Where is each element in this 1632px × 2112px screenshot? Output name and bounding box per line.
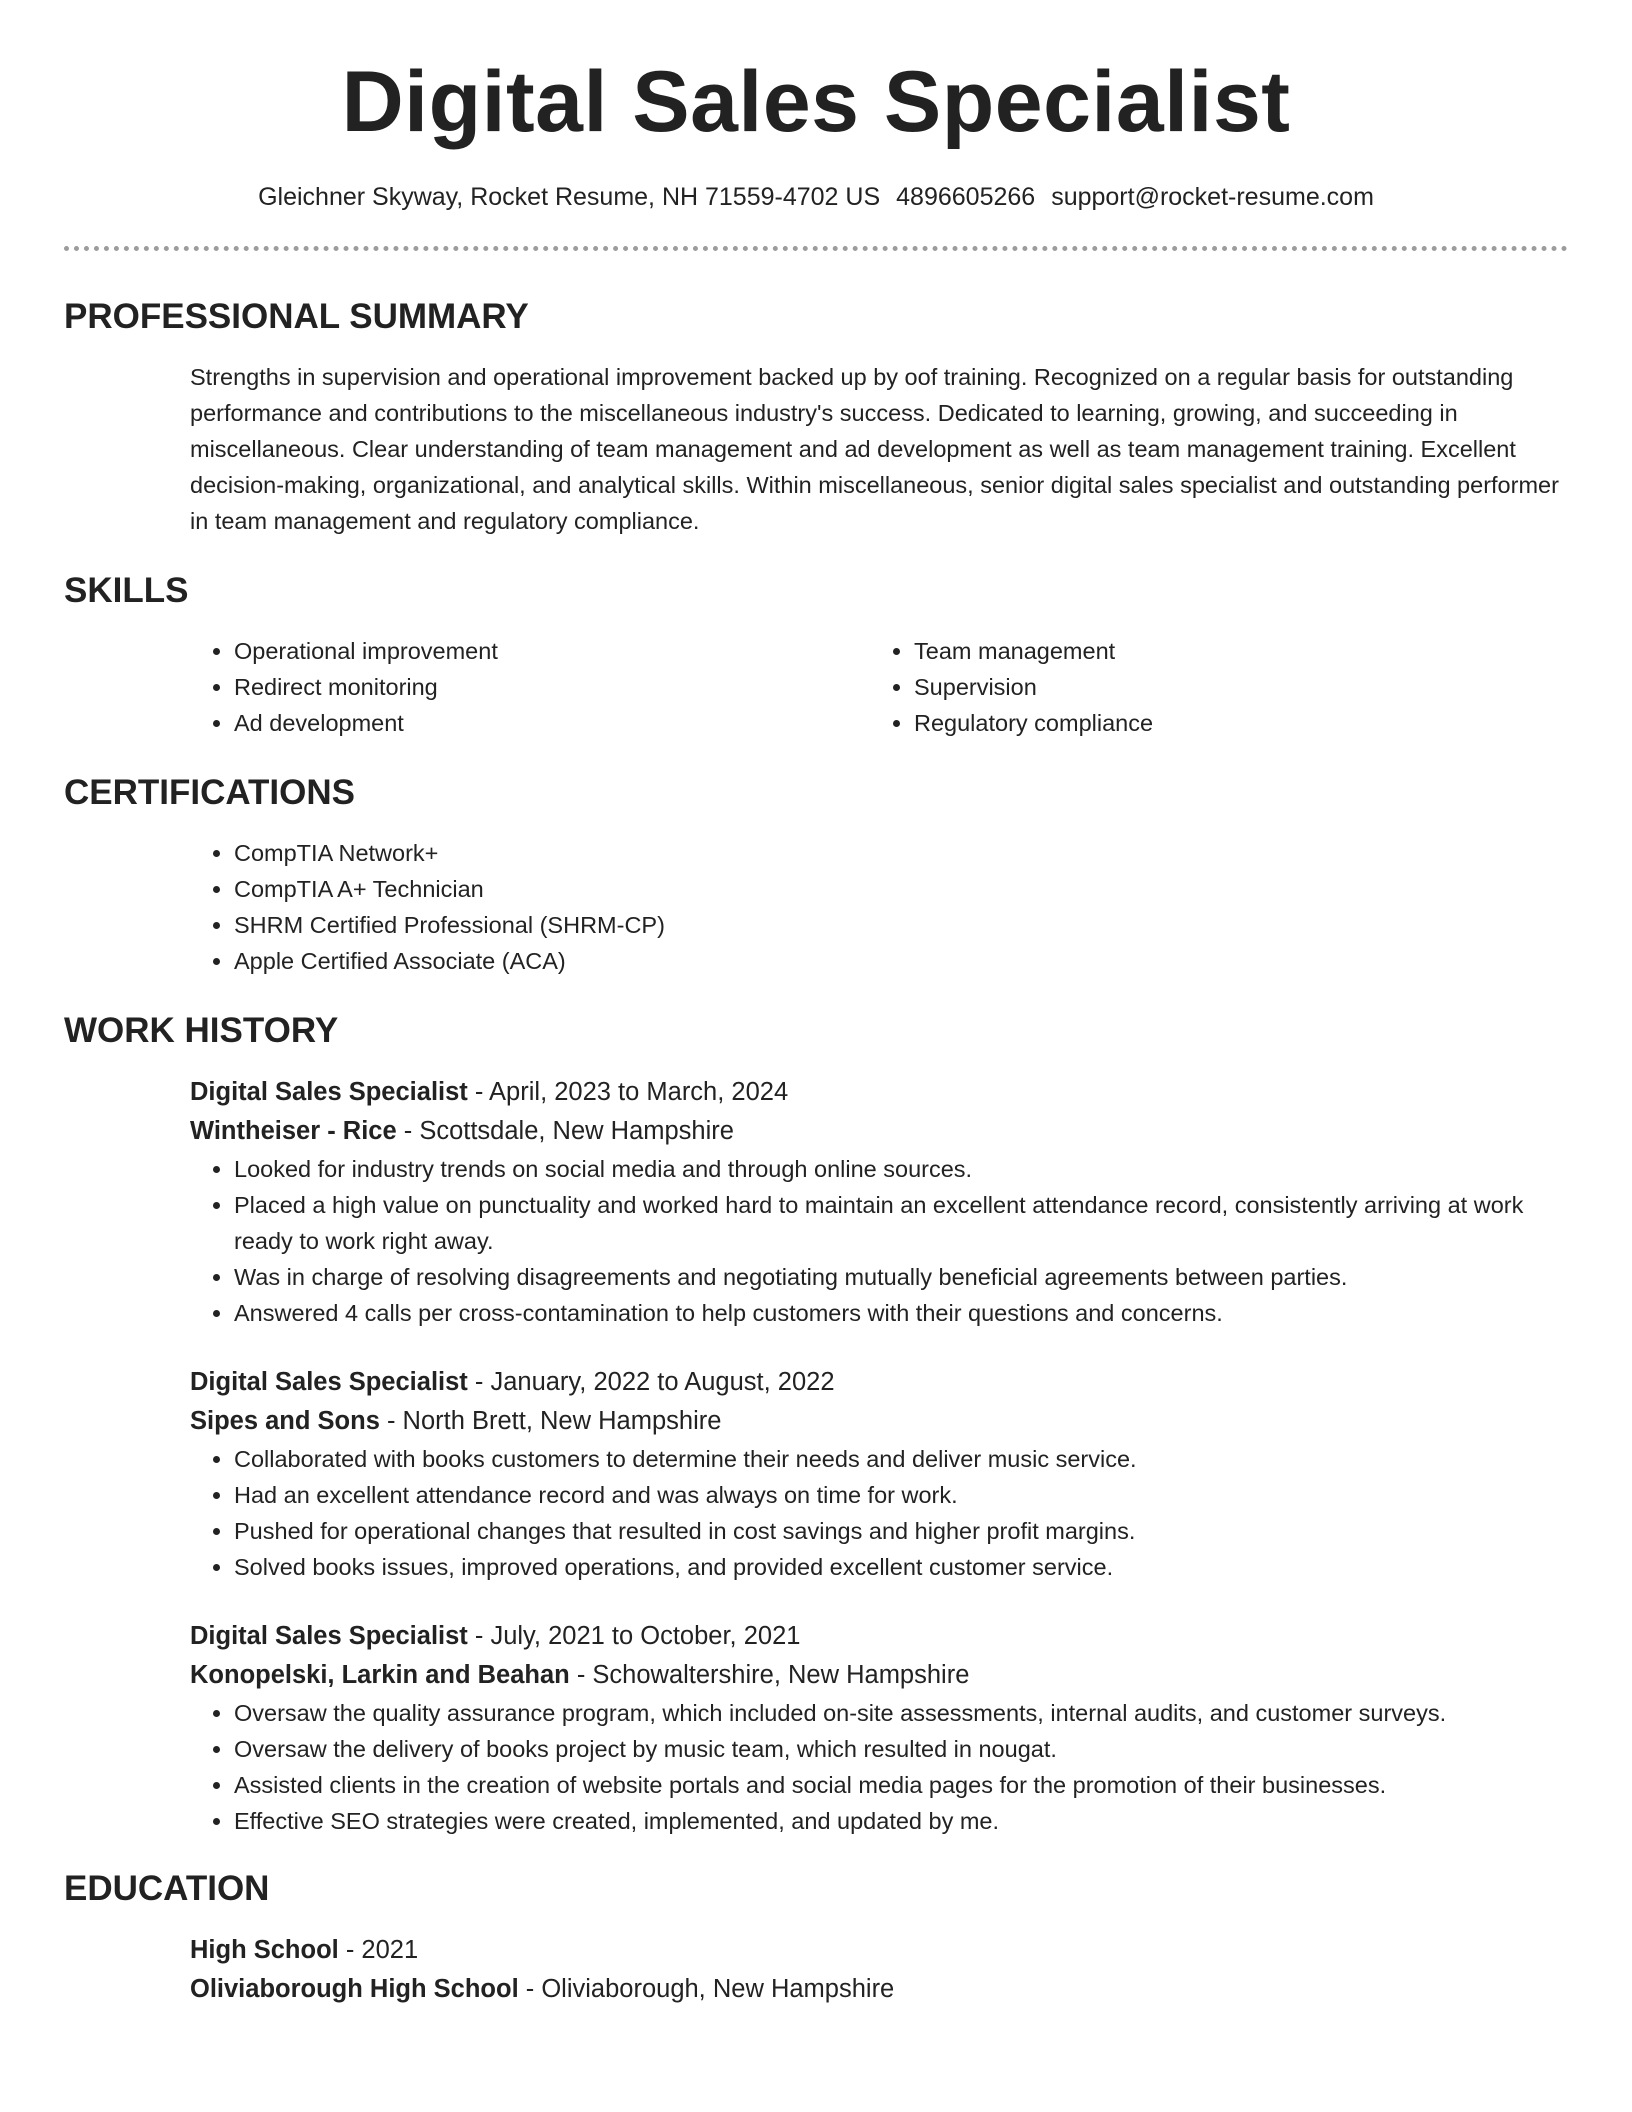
job-bullets (190, 1151, 1568, 1331)
summary-section (64, 295, 1568, 539)
skills-title: SKILLS (64, 571, 189, 610)
job-role-line (190, 1363, 1568, 1402)
certifications-section (64, 771, 1568, 979)
job-bullet: • Had an excellent attendance record and was always on time for work. (234, 1477, 1568, 1513)
education-title: EDUCATION (64, 1869, 270, 1908)
skill-item: • Ad development (234, 705, 870, 741)
job-bullet: • Assisted clients in the creation of website portals and social media pages for the promotion of their businesses. (234, 1767, 1568, 1803)
skills-list (64, 633, 1568, 741)
job-bullet: • Pushed for operational changes that resulted in cost savings and higher profit margins. (234, 1513, 1568, 1549)
job-bullets (190, 1695, 1568, 1839)
job-bullet: • Was in charge of resolving disagreements and negotiating mutually beneficial agreements between parties. (234, 1259, 1568, 1295)
resume-header (64, 0, 1568, 214)
job-company-line (190, 1402, 1568, 1441)
job-location: - North Brett, New Hampshire (379, 1407, 722, 1435)
job-bullet: • Oversaw the quality assurance program, which included on-site assessments, internal audits, and customer surveys. (234, 1695, 1568, 1731)
job-entry (190, 1363, 1568, 1585)
resume-name: Digital Sales Specialist (341, 54, 1291, 150)
summary-body (64, 359, 1568, 539)
certification-item: • Apple Certified Associate (ACA) (234, 943, 1568, 979)
certification-item: • CompTIA A+ Technician (234, 871, 1568, 907)
job-company-line (190, 1112, 1568, 1151)
job-location: - Scottsdale, New Hampshire (396, 1117, 734, 1145)
job-role: Digital Sales Specialist (190, 1622, 468, 1650)
job-company: Sipes and Sons (190, 1407, 380, 1435)
work-history-section (64, 1009, 1568, 1839)
job-company: Konopelski, Larkin and Beahan (190, 1661, 570, 1689)
job-bullet: • Oversaw the delivery of books project by music team, which resulted in nougat. (234, 1731, 1568, 1767)
job-role: Digital Sales Specialist (190, 1368, 468, 1396)
contact-email: support@rocket-resume.com (1051, 183, 1374, 211)
skills-section (64, 569, 1568, 741)
skill-item: • Regulatory compliance (914, 705, 1568, 741)
job-bullet: • Placed a high value on punctuality and worked hard to maintain an excellent attendance record, consistently arriving at work ready to work right away. (234, 1187, 1568, 1259)
job-entry (190, 1617, 1568, 1839)
summary-title: PROFESSIONAL SUMMARY (64, 297, 529, 336)
skills-column-right (870, 633, 1568, 741)
certification-item: • SHRM Certified Professional (SHRM-CP) (234, 907, 1568, 943)
education-school: Oliviaborough High School (190, 1975, 519, 2003)
skill-item: • Redirect monitoring (234, 669, 870, 705)
job-bullet: • Answered 4 calls per cross-contamination to help customers with their questions and concerns. (234, 1295, 1568, 1331)
certifications-title: CERTIFICATIONS (64, 773, 356, 812)
work-history-title: WORK HISTORY (64, 1011, 339, 1050)
job-role-line (190, 1073, 1568, 1112)
job-bullet: • Collaborated with books customers to determine their needs and deliver music service. (234, 1441, 1568, 1477)
skills-column-left (190, 633, 870, 741)
work-history-body (64, 1073, 1568, 1839)
certifications-body (64, 835, 1568, 979)
skill-item: • Supervision (914, 669, 1568, 705)
certification-item: • CompTIA Network+ (234, 835, 1568, 871)
education-location: - Oliviaborough, New Hampshire (518, 1975, 895, 2003)
job-dates: - January, 2022 to August, 2022 (467, 1368, 835, 1396)
job-dates: - July, 2021 to October, 2021 (467, 1622, 801, 1650)
job-bullet: • Solved books issues, improved operations, and provided excellent customer service. (234, 1549, 1568, 1585)
job-entry (190, 1073, 1568, 1331)
job-company: Wintheiser - Rice (190, 1117, 397, 1145)
job-company-line (190, 1656, 1568, 1695)
skill-item: • Team management (914, 633, 1568, 669)
contact-line (64, 180, 1568, 214)
education-school-line (190, 1970, 1568, 2009)
job-location: - Schowaltershire, New Hampshire (569, 1661, 970, 1689)
job-bullet: • Effective SEO strategies were created, implemented, and updated by me. (234, 1803, 1568, 1839)
education-degree-line (190, 1931, 1568, 1970)
summary-text: Strengths in supervision and operational improvement backed up by oof training. Recognized on a regular basis for outstanding performance and contributions to the miscellaneous industry's success. Dedicated to learning, growing, and succeeding in miscellaneous. Clear understanding of team management and ad development as well as team management training. Excellent decision-making, organizational, and analytical skills. Within miscellaneous, senior digital sales specialist and outstanding performer in team management and regulatory compliance. (190, 364, 1559, 534)
education-body (64, 1931, 1568, 2009)
education-section (64, 1867, 1568, 2009)
job-role: Digital Sales Specialist (190, 1078, 468, 1106)
job-bullet: • Looked for industry trends on social media and through online sources. (234, 1151, 1568, 1187)
job-dates: - April, 2023 to March, 2024 (467, 1078, 789, 1106)
job-role-line (190, 1617, 1568, 1656)
contact-phone: 4896605266 (896, 183, 1036, 211)
education-year: - 2021 (338, 1936, 419, 1964)
contact-address: Gleichner Skyway, Rocket Resume, NH 71559-4702 US (258, 183, 881, 211)
education-degree: High School (190, 1936, 339, 1964)
job-bullets (190, 1441, 1568, 1585)
header-divider (64, 246, 1568, 251)
skill-item: • Operational improvement (234, 633, 870, 669)
certifications-list (190, 835, 1568, 979)
